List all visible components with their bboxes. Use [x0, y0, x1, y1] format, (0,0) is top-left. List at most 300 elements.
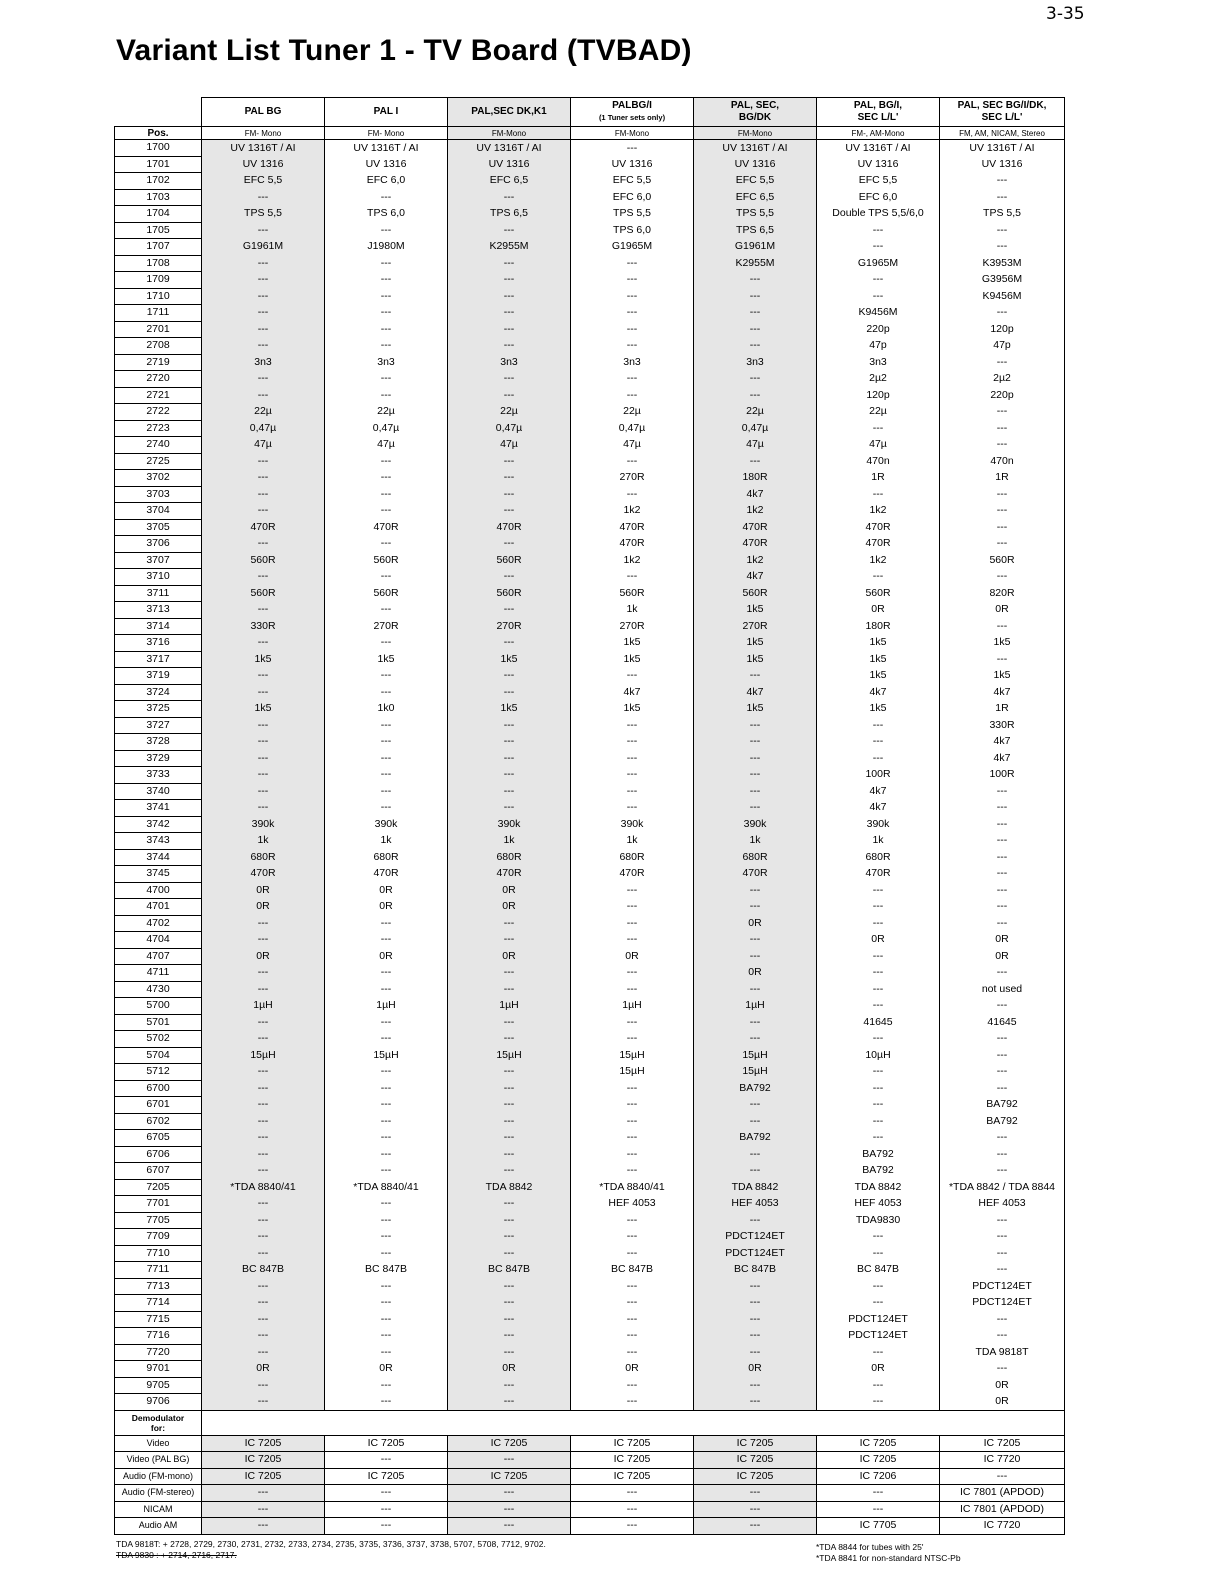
value-cell: --- — [202, 1196, 325, 1213]
value-cell: --- — [571, 453, 694, 470]
table-row — [115, 206, 1065, 223]
value-cell: 0R — [817, 602, 940, 619]
value-cell: --- — [817, 1485, 940, 1502]
value-cell: 180R — [817, 618, 940, 635]
value-cell: --- — [325, 470, 448, 487]
value-cell: --- — [202, 453, 325, 470]
value-cell: --- — [817, 882, 940, 899]
value-cell: --- — [694, 1097, 817, 1114]
value-cell: --- — [448, 1311, 571, 1328]
value-cell: --- — [940, 1212, 1065, 1229]
value-cell: --- — [325, 1295, 448, 1312]
value-cell: IC 7205 — [202, 1435, 325, 1452]
value-cell: 1k5 — [448, 701, 571, 718]
value-cell: --- — [448, 1278, 571, 1295]
table-row — [115, 701, 1065, 718]
table-row — [115, 1179, 1065, 1196]
position-cell: 4701 — [115, 899, 202, 916]
value-cell: 680R — [448, 849, 571, 866]
value-cell: 4k7 — [817, 783, 940, 800]
value-cell: --- — [202, 536, 325, 553]
value-cell: TDA 8842 — [694, 1179, 817, 1196]
value-cell: --- — [325, 222, 448, 239]
value-cell: 1k5 — [571, 635, 694, 652]
footnote-tda8844: *TDA 8844 for tubes with 25' — [816, 1542, 924, 1552]
value-cell: 470R — [571, 519, 694, 536]
value-cell: IC 7206 — [817, 1468, 940, 1485]
table-row — [115, 387, 1065, 404]
value-cell: 1k5 — [940, 635, 1065, 652]
position-cell: 5704 — [115, 1047, 202, 1064]
value-cell: UV 1316T / AI — [202, 140, 325, 157]
value-cell: IC 7205 — [448, 1435, 571, 1452]
value-cell: --- — [325, 1064, 448, 1081]
value-cell: 0R — [694, 915, 817, 932]
value-cell: --- — [325, 1518, 448, 1535]
value-cell: --- — [202, 305, 325, 322]
value-cell: --- — [448, 1377, 571, 1394]
value-cell: --- — [448, 981, 571, 998]
value-cell: TPS 6,5 — [694, 222, 817, 239]
value-cell: --- — [202, 1278, 325, 1295]
position-cell: 3704 — [115, 503, 202, 520]
value-cell: IC 7205 — [202, 1452, 325, 1469]
value-cell: 3n3 — [817, 354, 940, 371]
value-cell: 1k5 — [694, 602, 817, 619]
demodulator-function: Audio (FM-stereo) — [115, 1485, 202, 1502]
value-cell: --- — [202, 371, 325, 388]
value-cell: --- — [940, 618, 1065, 635]
value-cell: --- — [694, 717, 817, 734]
value-cell: --- — [694, 1518, 817, 1535]
value-cell: 1k — [817, 833, 940, 850]
value-cell: --- — [940, 486, 1065, 503]
position-cell: 9705 — [115, 1377, 202, 1394]
value-cell: --- — [694, 948, 817, 965]
table-row — [115, 684, 1065, 701]
position-cell: 2725 — [115, 453, 202, 470]
position-cell: 3727 — [115, 717, 202, 734]
value-cell: --- — [325, 569, 448, 586]
value-cell: HEF 4053 — [571, 1196, 694, 1213]
table-row — [115, 932, 1065, 949]
value-cell: --- — [940, 1130, 1065, 1147]
value-cell: --- — [940, 222, 1065, 239]
value-cell: --- — [448, 1229, 571, 1246]
value-cell: --- — [202, 602, 325, 619]
value-cell: 270R — [448, 618, 571, 635]
position-cell: 4707 — [115, 948, 202, 965]
position-cell: 3717 — [115, 651, 202, 668]
value-cell: 3n3 — [448, 354, 571, 371]
position-cell: 3716 — [115, 635, 202, 652]
position-cell: 3724 — [115, 684, 202, 701]
position-cell: 2721 — [115, 387, 202, 404]
value-cell: 15µH — [325, 1047, 448, 1064]
value-cell: --- — [571, 981, 694, 998]
value-cell: --- — [325, 503, 448, 520]
position-cell: 3703 — [115, 486, 202, 503]
value-cell: 1k2 — [694, 503, 817, 520]
value-cell: --- — [571, 668, 694, 685]
value-cell: --- — [325, 1245, 448, 1262]
position-cell: 3705 — [115, 519, 202, 536]
value-cell: 47p — [940, 338, 1065, 355]
value-cell: --- — [325, 288, 448, 305]
value-cell: 470n — [940, 453, 1065, 470]
value-cell: 1k5 — [817, 668, 940, 685]
value-cell: 1R — [940, 470, 1065, 487]
value-cell: *TDA 8840/41 — [571, 1179, 694, 1196]
value-cell: 1k2 — [571, 503, 694, 520]
value-cell: --- — [202, 1212, 325, 1229]
table-row — [115, 371, 1065, 388]
value-cell: 100R — [817, 767, 940, 784]
value-cell: --- — [448, 338, 571, 355]
value-cell: --- — [448, 1212, 571, 1229]
value-cell: 0R — [202, 948, 325, 965]
value-cell: BA792 — [940, 1097, 1065, 1114]
value-cell: --- — [448, 1394, 571, 1411]
table-row — [115, 635, 1065, 652]
demodulator-spacer — [202, 1410, 1065, 1435]
table-row — [115, 1113, 1065, 1130]
value-cell: 0,47µ — [448, 420, 571, 437]
value-cell: --- — [694, 1485, 817, 1502]
value-cell: 470R — [817, 519, 940, 536]
value-cell: --- — [202, 1377, 325, 1394]
value-cell: --- — [571, 767, 694, 784]
value-cell: --- — [202, 486, 325, 503]
position-cell: 2740 — [115, 437, 202, 454]
value-cell: --- — [202, 1344, 325, 1361]
value-cell: --- — [571, 272, 694, 289]
position-cell: 2701 — [115, 321, 202, 338]
value-cell: --- — [448, 1146, 571, 1163]
table-row — [115, 618, 1065, 635]
value-cell: --- — [325, 371, 448, 388]
value-cell: 1R — [817, 470, 940, 487]
value-cell: --- — [817, 420, 940, 437]
value-cell: --- — [202, 1311, 325, 1328]
position-cell: 3713 — [115, 602, 202, 619]
value-cell: --- — [940, 354, 1065, 371]
value-cell: 3n3 — [571, 354, 694, 371]
value-cell: --- — [571, 1278, 694, 1295]
value-cell: TDA 8842 — [817, 1179, 940, 1196]
value-cell: --- — [448, 1485, 571, 1502]
value-cell: BC 847B — [817, 1262, 940, 1279]
value-cell: IC 7205 — [940, 1435, 1065, 1452]
table-body — [115, 140, 1065, 1411]
value-cell: 22µ — [325, 404, 448, 421]
value-cell: --- — [325, 915, 448, 932]
pos-header: Pos. — [115, 127, 202, 140]
value-cell: UV 1316 — [817, 156, 940, 173]
value-cell: 4k7 — [571, 684, 694, 701]
value-cell: *TDA 8842 / TDA 8844 — [940, 1179, 1065, 1196]
table-row — [115, 1229, 1065, 1246]
value-cell: 10µH — [817, 1047, 940, 1064]
value-cell: 470R — [202, 866, 325, 883]
value-cell: --- — [448, 1014, 571, 1031]
position-cell: 4704 — [115, 932, 202, 949]
position-cell: 5701 — [115, 1014, 202, 1031]
demodulator-row — [115, 1452, 1065, 1469]
value-cell: J1980M — [325, 239, 448, 256]
value-cell: --- — [817, 288, 940, 305]
value-cell: Double TPS 5,5/6,0 — [817, 206, 940, 223]
value-cell: --- — [940, 503, 1065, 520]
value-cell: --- — [448, 255, 571, 272]
value-cell: --- — [325, 1031, 448, 1048]
value-cell: --- — [448, 915, 571, 932]
value-cell: --- — [325, 1212, 448, 1229]
value-cell: --- — [940, 569, 1065, 586]
value-cell: 1k5 — [571, 651, 694, 668]
value-cell: 1k5 — [817, 635, 940, 652]
value-cell: --- — [448, 1113, 571, 1130]
value-cell: --- — [940, 1328, 1065, 1345]
column-header: PAL BG — [202, 98, 325, 127]
value-cell: --- — [940, 239, 1065, 256]
column-header: PALBG/I (1 Tuner sets only) — [571, 98, 694, 127]
value-cell: BA792 — [940, 1113, 1065, 1130]
value-cell: 1k5 — [694, 701, 817, 718]
value-cell: --- — [571, 305, 694, 322]
demodulator-header-row — [115, 1410, 1065, 1435]
value-cell: 820R — [940, 585, 1065, 602]
demodulator-row — [115, 1468, 1065, 1485]
value-cell: IC 7205 — [817, 1435, 940, 1452]
value-cell: PDCT124ET — [694, 1229, 817, 1246]
value-cell: 2µ2 — [940, 371, 1065, 388]
value-cell: 0R — [448, 948, 571, 965]
mode-cell: FM- Mono — [325, 127, 448, 140]
value-cell: --- — [448, 668, 571, 685]
table-row — [115, 453, 1065, 470]
value-cell: --- — [571, 338, 694, 355]
value-cell: --- — [448, 387, 571, 404]
value-cell: HEF 4053 — [694, 1196, 817, 1213]
position-cell: 1704 — [115, 206, 202, 223]
value-cell: --- — [202, 1130, 325, 1147]
value-cell: 22µ — [694, 404, 817, 421]
value-cell: --- — [202, 338, 325, 355]
value-cell: 1R — [940, 701, 1065, 718]
value-cell: 0R — [817, 932, 940, 949]
value-cell: --- — [448, 602, 571, 619]
value-cell: 560R — [571, 585, 694, 602]
value-cell: --- — [202, 1501, 325, 1518]
value-cell: IC 7205 — [325, 1468, 448, 1485]
value-cell: IC 7205 — [694, 1452, 817, 1469]
value-cell: 0R — [325, 1361, 448, 1378]
value-cell: --- — [202, 1518, 325, 1535]
value-cell: --- — [817, 915, 940, 932]
value-cell: BA792 — [694, 1130, 817, 1147]
position-cell: 3714 — [115, 618, 202, 635]
value-cell: --- — [202, 1146, 325, 1163]
value-cell: --- — [817, 222, 940, 239]
value-cell: 0R — [694, 965, 817, 982]
value-cell: --- — [448, 965, 571, 982]
value-cell: TPS 5,5 — [940, 206, 1065, 223]
value-cell: --- — [448, 932, 571, 949]
value-cell: 0R — [325, 899, 448, 916]
table-row — [115, 1097, 1065, 1114]
value-cell: 560R — [202, 552, 325, 569]
table-row — [115, 965, 1065, 982]
value-cell: --- — [448, 486, 571, 503]
position-cell: 3733 — [115, 767, 202, 784]
value-cell: --- — [325, 1229, 448, 1246]
value-cell: 470R — [571, 866, 694, 883]
value-cell: K9456M — [817, 305, 940, 322]
table-row — [115, 1311, 1065, 1328]
value-cell: --- — [202, 915, 325, 932]
value-cell: --- — [571, 1113, 694, 1130]
table-row — [115, 1080, 1065, 1097]
value-cell: --- — [325, 1146, 448, 1163]
value-cell: --- — [448, 783, 571, 800]
position-cell: 3744 — [115, 849, 202, 866]
value-cell: 470R — [325, 866, 448, 883]
value-cell: UV 1316 — [202, 156, 325, 173]
table-row — [115, 866, 1065, 883]
value-cell: 120p — [817, 387, 940, 404]
column-header: PAL, SEC, BG/DK — [694, 98, 817, 127]
value-cell: --- — [571, 717, 694, 734]
value-cell: --- — [571, 486, 694, 503]
column-header: PAL, SEC BG/I/DK, SEC L/L' — [940, 98, 1065, 127]
position-cell: 6702 — [115, 1113, 202, 1130]
value-cell: --- — [571, 1311, 694, 1328]
position-cell: 1709 — [115, 272, 202, 289]
value-cell: 1k0 — [325, 701, 448, 718]
value-cell: --- — [448, 371, 571, 388]
position-cell: 6701 — [115, 1097, 202, 1114]
value-cell: 0R — [202, 1361, 325, 1378]
table-row — [115, 882, 1065, 899]
value-cell: IC 7205 — [571, 1468, 694, 1485]
value-cell: 22µ — [202, 404, 325, 421]
value-cell: --- — [694, 1278, 817, 1295]
table-row — [115, 651, 1065, 668]
value-cell: --- — [448, 1064, 571, 1081]
value-cell: --- — [448, 272, 571, 289]
value-cell: --- — [325, 734, 448, 751]
table-row — [115, 1262, 1065, 1279]
value-cell: --- — [325, 981, 448, 998]
value-cell: TPS 6,5 — [448, 206, 571, 223]
footnote-tda9830: TDA 9830 : + 2714, 2716, 2717. — [116, 1550, 237, 1560]
value-cell: --- — [448, 1130, 571, 1147]
value-cell: 15µH — [448, 1047, 571, 1064]
value-cell: IC 7205 — [694, 1435, 817, 1452]
value-cell: --- — [325, 1485, 448, 1502]
value-cell: --- — [571, 750, 694, 767]
value-cell: --- — [940, 437, 1065, 454]
position-cell: 7701 — [115, 1196, 202, 1213]
value-cell: BA792 — [817, 1163, 940, 1180]
mode-cell: FM, AM, NICAM, Stereo — [940, 127, 1065, 140]
value-cell: IC 7205 — [571, 1435, 694, 1452]
value-cell: IC 7705 — [817, 1518, 940, 1535]
value-cell: --- — [694, 1311, 817, 1328]
value-cell: 0R — [202, 899, 325, 916]
value-cell: IC 7205 — [817, 1452, 940, 1469]
value-cell: --- — [940, 800, 1065, 817]
value-cell: 0R — [571, 1361, 694, 1378]
value-cell: --- — [325, 602, 448, 619]
value-cell: 270R — [571, 470, 694, 487]
value-cell: --- — [571, 1212, 694, 1229]
column-header: PAL,SEC DK,K1 — [448, 98, 571, 127]
value-cell: BC 847B — [325, 1262, 448, 1279]
value-cell: 41645 — [940, 1014, 1065, 1031]
value-cell: --- — [571, 140, 694, 157]
value-cell: 220p — [940, 387, 1065, 404]
table-row — [115, 239, 1065, 256]
value-cell: --- — [448, 717, 571, 734]
value-cell: --- — [202, 569, 325, 586]
value-cell: 1k5 — [202, 701, 325, 718]
value-cell: 4k7 — [817, 800, 940, 817]
value-cell: UV 1316 — [325, 156, 448, 173]
position-cell: 3742 — [115, 816, 202, 833]
value-cell: 390k — [694, 816, 817, 833]
value-cell: --- — [202, 1031, 325, 1048]
value-cell: 470R — [694, 866, 817, 883]
value-cell: 22µ — [817, 404, 940, 421]
value-cell: 0,47µ — [694, 420, 817, 437]
position-cell: 9701 — [115, 1361, 202, 1378]
table-row — [115, 767, 1065, 784]
value-cell: --- — [817, 750, 940, 767]
value-cell: --- — [325, 1452, 448, 1469]
value-cell: 2µ2 — [817, 371, 940, 388]
table-row — [115, 189, 1065, 206]
value-cell: --- — [571, 734, 694, 751]
value-cell: --- — [325, 1377, 448, 1394]
value-cell: --- — [448, 503, 571, 520]
value-cell: --- — [940, 915, 1065, 932]
value-cell: --- — [202, 1097, 325, 1114]
value-cell: --- — [325, 1501, 448, 1518]
value-cell: PDCT124ET — [817, 1311, 940, 1328]
value-cell: BC 847B — [448, 1262, 571, 1279]
value-cell: --- — [940, 173, 1065, 190]
value-cell: 330R — [202, 618, 325, 635]
value-cell: 0,47µ — [325, 420, 448, 437]
value-cell: 0R — [940, 1377, 1065, 1394]
value-cell: --- — [817, 1245, 940, 1262]
value-cell: UV 1316T / AI — [448, 140, 571, 157]
table-row — [115, 1163, 1065, 1180]
demodulator-function: NICAM — [115, 1501, 202, 1518]
value-cell: EFC 6,0 — [325, 173, 448, 190]
value-cell: 0R — [448, 882, 571, 899]
value-cell: 1k — [571, 833, 694, 850]
value-cell: --- — [694, 371, 817, 388]
value-cell: --- — [694, 882, 817, 899]
position-cell: 4711 — [115, 965, 202, 982]
position-cell: 3711 — [115, 585, 202, 602]
value-cell: 470R — [694, 519, 817, 536]
value-cell: 1k — [448, 833, 571, 850]
value-cell: --- — [571, 1377, 694, 1394]
